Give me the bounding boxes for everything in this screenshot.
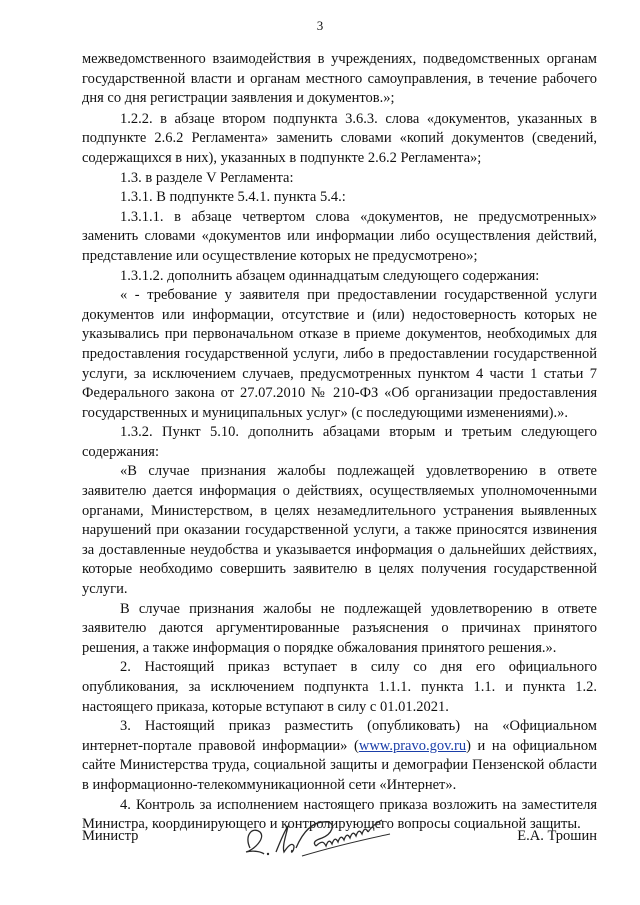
paragraph: 2. Настоящий приказ вступает в силу со дня его официального опубликования, за исключением подпункта 1.1.1. пункта 1.1. и пункта 1.2. настоящего приказа, которые вступают в силу с 01.01.2021.	[82, 659, 597, 715]
paragraph: межведомственного взаимодействия в учреждениях, подведомственных органам государственной власти и органам местного самоуправления, в течение рабочего дня со дня регистрации заявления и документов.»;	[82, 51, 597, 107]
publication-text-after: ) и на официальном сайте Министерства труда, социальной защиты и демографии Пензенской области в информационно-телекоммуникационной сети «Интернет».	[82, 737, 597, 793]
document-body	[82, 50, 597, 835]
paragraph: 4. Контроль за исполнением настоящего приказа возложить на заместителя Министра, координирующего и контролирующего вопросы социальной защиты.	[82, 796, 597, 833]
paragraph: 1.3.1.2. дополнить абзацем одиннадцатым следующего содержания:	[120, 267, 540, 284]
handwritten-signature	[232, 812, 402, 862]
paragraph: « - требование у заявителя при предоставлении государственной услуги документов или информации, отсутствие и (или) недостоверность которых не указывались при первоначальном отказе в приеме документов, необходимых для предоставления государственной услуги, либо в предоставлении государственной услуги, за исключением случаев, предусмотренных пунктом 4 части 1 статьи 7 Федерального закона от 27.07.2010 № 210-ФЗ «Об организации предоставления государственных и муниципальных услуг» (с последующими изменениями).».	[82, 287, 597, 421]
signer-name: Е.А. Трошин	[517, 828, 597, 844]
paragraph: «В случае признания жалобы подлежащей удовлетворению в ответе заявителю дается информация о действиях, осуществляемых уполномоченными органами, Министерством, в целях незамедлительного устранения выявленных нарушений при оказании государственной услуги, а также приносятся извинения за доставленные неудобства и указывается информация о дальнейших действиях, которые необходимо совершить заявителю в целях получения государственной услуги.	[82, 463, 597, 598]
paragraph: 1.3.1.1. в абзаце четвертом слова «документов, не предусмотренных» заменить словами «документов или информации либо осуществления действий, представление или осуществление которых не предусмотрено»;	[82, 208, 597, 264]
publication-paragraph	[82, 717, 597, 795]
signature-block	[82, 812, 597, 872]
paragraph: 1.3. в разделе V Регламента:	[120, 169, 294, 186]
paragraph: 1.3.2. Пункт 5.10. дополнить абзацами вторым и третьим следующего содержания:	[82, 424, 597, 460]
signer-title: Министр	[82, 828, 139, 844]
paragraph: 1.2.2. в абзаце втором подпункта 3.6.3. слова «документов, указанных в подпункте 2.6.2 Регламента» заменить словами «копий документов (сведений, содержащихся в них), указанных в подпункте 2.6.2 Регламента»;	[82, 110, 597, 166]
publication-text-before: 3. Настоящий приказ разместить (опубликовать) на «Официальном интернет-портале правовой информации» (	[82, 718, 597, 754]
paragraph: 1.3.1. В подпункте 5.4.1. пункта 5.4.:	[120, 189, 346, 206]
paragraph: В случае признания жалобы не подлежащей удовлетворению в ответе заявителю даются аргументированные разъяснения о причинах принятого решения, а также информация о порядке обжалования принятого решения.».	[82, 600, 597, 656]
pravo-link[interactable]: www.pravo.gov.ru	[358, 737, 467, 754]
page-number: 3	[316, 18, 324, 33]
